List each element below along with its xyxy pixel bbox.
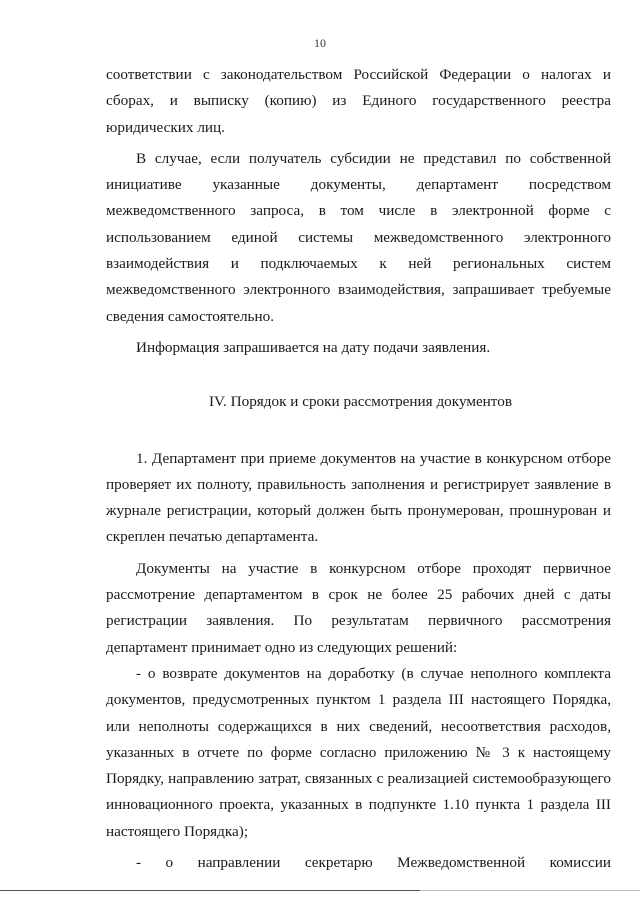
- document-body: [106, 62, 611, 876]
- page-number: 10: [314, 36, 326, 50]
- bottom-rule-faint: [420, 890, 640, 891]
- paragraph-information-date: Информация запрашивается на дату подачи заявления.: [136, 338, 491, 356]
- paragraph-continuation: соответствии с законодательством Российской Федерации о налогах и сборах, и выписку (копию) из Единого государственного реестра юридических лиц.: [106, 66, 611, 136]
- paragraph-primary-review: Документы на участие в конкурсном отборе проходят первичное рассмотрение департаментом в срок не более 25 рабочих дней с даты регистрации заявления. По результатам первичного рассмотрения департамент принимает одно из следующих решений:: [106, 559, 611, 656]
- paragraph-decision-return: - о возврате документов на доработку (в случае неполного комплекта документов, предусмотренных пунктом 1 раздела III настоящего Порядка, или неполноты содержащихся в них сведений, несоответствия расходов, указанных в отчете по форме согласно приложению № 3 к настоящему Порядку, направлению затрат, связанных с реализацией системообразующего инновационного проекта, указанных в подпункте 1.10 пункта 1 раздела III настоящего Порядка);: [106, 664, 611, 840]
- paragraph-decision-commission: - о направлении секретарю Межведомственной комиссии: [136, 854, 611, 872]
- paragraph-item-1: 1. Департамент при приеме документов на участие в конкурсном отборе проверяет их полноту, правильность заполнения и регистрирует заявление в журнале регистрации, который должен быть пронумерован, прошнурован и скреплен печатью департамента.: [106, 449, 611, 546]
- paragraph-interagency-request: В случае, если получатель субсидии не представил по собственной инициативе указанные документы, департамент посредством межведомственного запроса, в том числе в электронной форме с использованием единой системы межведомственного электронного взаимодействия и подключаемых к ней региональных систем межведомственного электронного взаимодействия, запрашивает требуемые сведения самостоятельно.: [106, 149, 611, 325]
- section-heading: IV. Порядок и сроки рассмотрения документов: [208, 393, 513, 411]
- bottom-rule: [0, 890, 420, 891]
